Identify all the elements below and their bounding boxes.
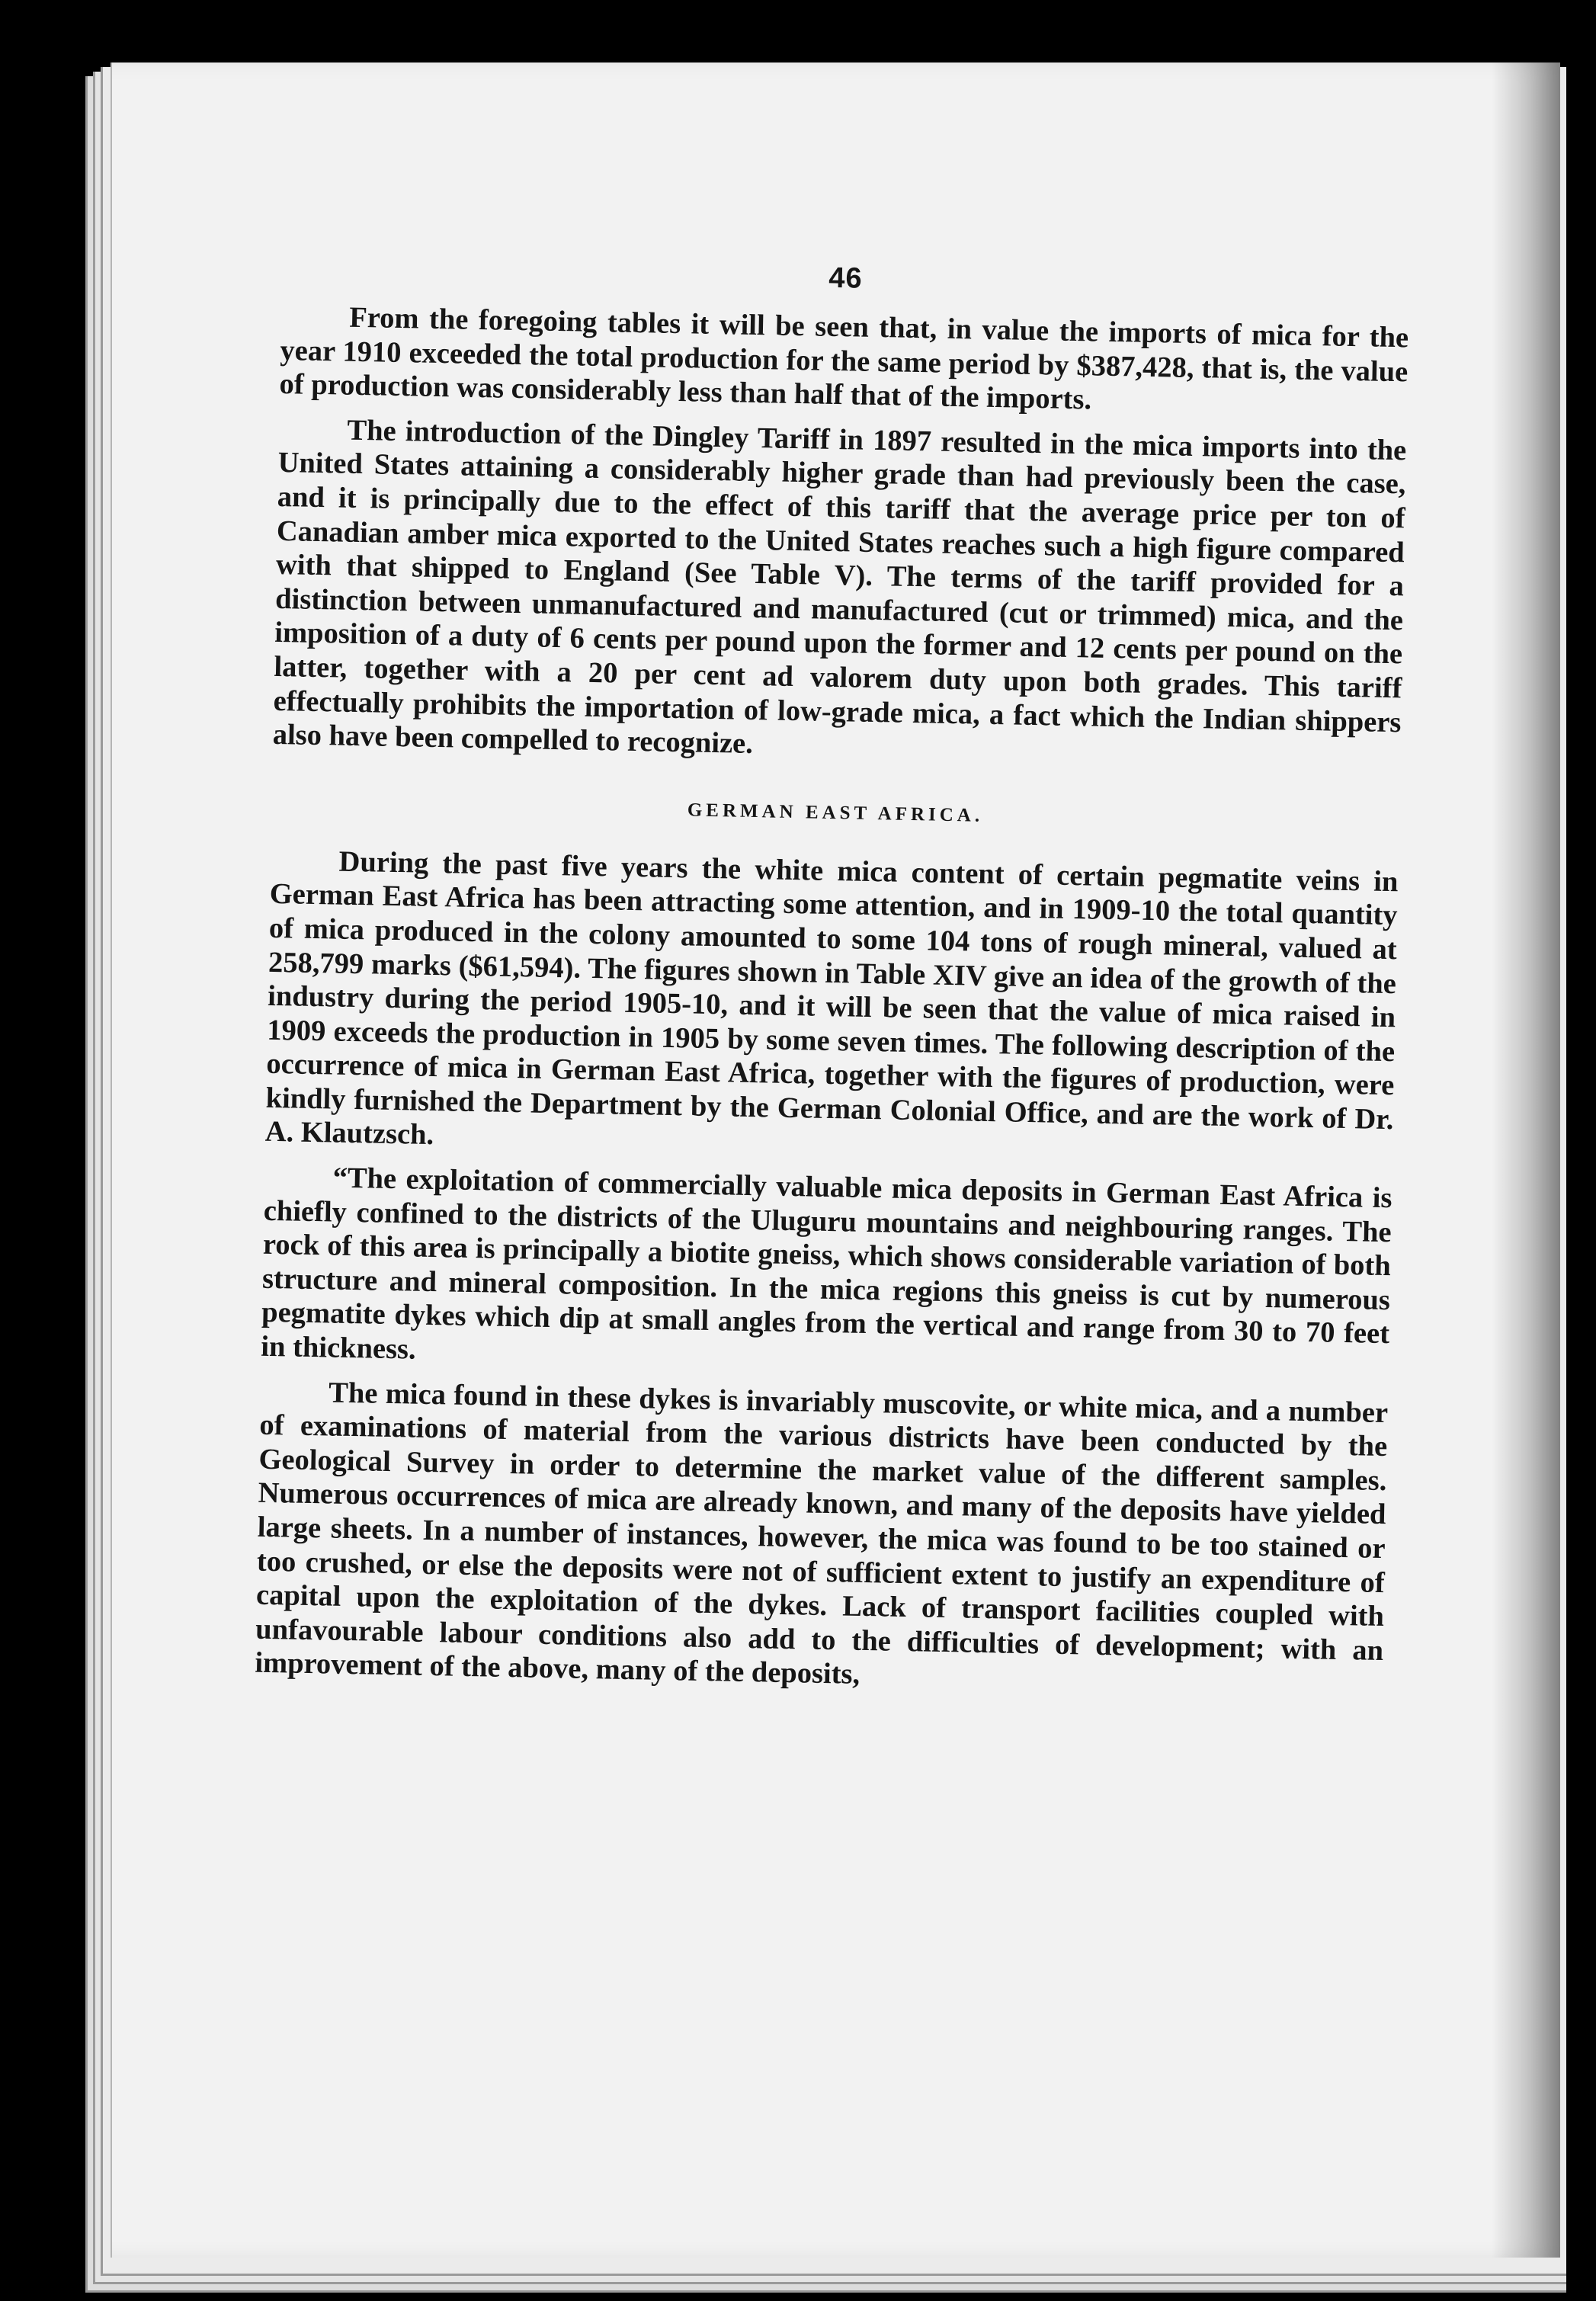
paragraph: From the foregoing tables it will be seen that, in value the imports of mica for the year 1910 exceeded the total production for the same period by $387,428, that is, the value of production was considerably less than half that of the imports.	[279, 301, 1409, 416]
paragraph: The introduction of the Dingley Tariff in 1897 resulted in the mica imports into the United States attaining a considerably higher grade than had previously been the case, and it is principally due to the effect of this tariff that the average price per ton of Canadian amber mica exported to the United States reaches such a high figure compared with that shipped to England (See Table V). The terms of the tariff provided for a distinction between unmanufactured and manufactured (cut or trimmed) mica, and the imposition of a duty of 6 cents per pound upon the former and 12 cents per pound on the latter, together with a 20 per cent ad valorem duty upon both grades. This tariff effectually prohibits the importation of low-grade mica, a fact which the Indian shippers also have been compelled to recognize.	[272, 414, 1407, 761]
paragraph: During the past five years the white mica content of certain pegmatite veins in German East Africa has been attracting some attention, and in 1909-10 the total quantity of mica produced in the colony amounted to some 104 tons of rough mineral, valued at 258,799 marks ($61,594). The figures shown in Table XIV give an idea of the growth of the industry during the period 1905-10, and it will be seen that the value of mica raised in 1909 exceeds the production in 1905 by some seven times. The following description of the occurrence of mica in German East Africa, together with the figures of production, were kindly furnished the Department by the German Colonial Office, and are the work of Dr. A. Klautzsch.	[264, 845, 1399, 1152]
page-text-block	[255, 252, 1410, 1713]
section-heading: GERMAN EAST AFRICA.	[687, 800, 984, 826]
paragraph: The mica found in these dykes is invariably muscovite, or white mica, and a number of examinations of material from the various districts have been conducted by the Geological Survey in order to determine the market value of the different samples. Numerous occurrences of mica are already known, and many of the deposits have yielded large sheets. In a number of instances, however, the mica was found to be too stained or too crushed, or else the deposits were not of sufficient extent to justify an expenditure of capital upon the exploitation of the dykes. Lack of transport facilities coupled with unfavourable labour conditions also add to the difficulties of development; with an improvement of the above, many of the deposits,	[255, 1376, 1389, 1691]
paragraph: “The exploitation of commercially valuable mica deposits in German East Africa is chiefly confined to the districts of the Uluguru mountains and neighbouring ranges. The rock of this area is principally a biotite gneiss, which shows considerable variation of both structure and mineral composition. In the mica regions this gneiss is cut by numerous pegmatite dykes which dip at small angles from the vertical and range from 30 to 70 feet in thickness.	[261, 1162, 1392, 1366]
page-number: 46	[828, 261, 864, 295]
gutter-shadow	[1492, 62, 1560, 2258]
